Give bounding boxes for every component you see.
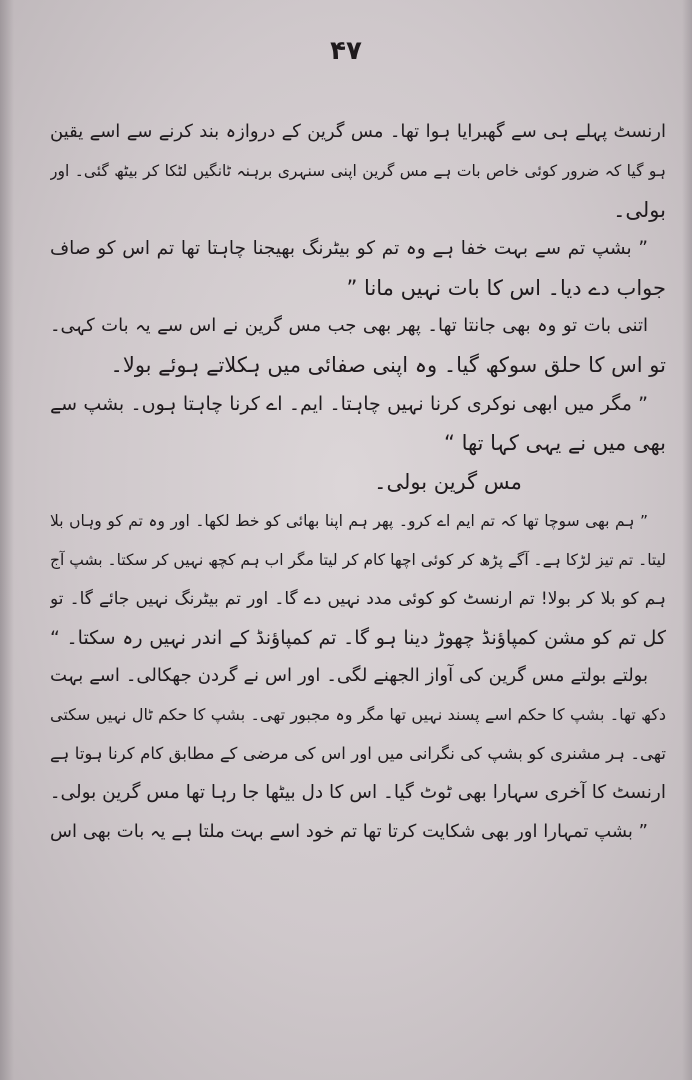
text-line: بولتے بولتے مس گرین کی آواز الجھنے لگی۔ اور اس نے گردن جھکالی۔ اسے بہت [50, 665, 648, 687]
text-line: ارنسٹ پہلے ہی سے گھبرایا ہوا تھا۔ مس گرین کے دروازہ بند کرنے سے اسے یقین [50, 121, 666, 142]
text-line: جواب دے دیا۔ اس کا بات نہیں مانا ” [346, 275, 666, 300]
text-line: دکھ تھا۔ بشپ کا حکم اسے پسند نہیں تھا مگر وہ مجبور تھی۔ بشپ کا حکم ٹال نہیں سکتی [50, 705, 666, 725]
body-text [50, 113, 666, 852]
text-line: اتنی بات تو وہ بھی جانتا تھا۔ پھر بھی جب مس گرین نے اس سے یہ بات کہی۔ [50, 315, 648, 337]
text-line: ” بشپ تم سے بہت خفا ہے وہ تم کو بیٹرنگ بھیجنا چاہتا تھا تم اس کو صاف [50, 237, 648, 259]
text-line: بھی میں نے یہی کہا تھا “ [444, 431, 666, 456]
text-line: کل تم کو مشن کمپاؤنڈ چھوڑ دینا ہو گا۔ تم کمپاؤنڈ کے اندر نہیں رہ سکتا۔ “ [50, 626, 666, 649]
text-line: ہم کو بلا کر بولا! تم ارنسٹ کو کوئی مدد نہیں دے گا۔ اور تم بیٹرنگ نہیں جائے گا۔ تو [50, 588, 666, 609]
text-line: ہو گیا کہ ضرور کوئی خاص بات ہے مس گرین اپنی سنہری برہنہ ٹانگیں لٹکا کر بیٹھ گئی۔ اور [50, 161, 666, 180]
text-line: بولی۔ [613, 197, 666, 222]
text-line: ” مگر میں ابھی نوکری کرنا نہیں چاہتا۔ ایم۔ اے کرنا چاہتا ہوں۔ بشپ سے [50, 393, 648, 416]
text-line: لیتا۔ تم تیز لڑکا ہے۔ آگے پڑھ کر کوئی اچھا کام کر لیتا مگر اب ہم کچھ نہیں کر سکتا۔ بشپ آج [50, 550, 666, 569]
page-number: ۴۷ [330, 36, 362, 66]
text-line: تھی۔ ہر مشنری کو بشپ کی نگرانی میں اور اس کی مرضی کے مطابق کام کرنا ہوتا ہے [50, 744, 666, 764]
text-line: ” ہم بھی سوچا تھا کہ تم ایم اے کرو۔ پھر ہم اپنا بھائی کو خط لکھا۔ اور وہ تم کو وہاں بلا [50, 511, 648, 530]
text-line: ارنسٹ کا آخری سہارا بھی ٹوٹ گیا۔ اس کا دل بیٹھا جا رہا تھا مس گرین بولی۔ [50, 782, 666, 804]
page-edge-shadow-left [0, 0, 14, 1080]
text-line: تو اس کا حلق سوکھ گیا۔ وہ اپنی صفائی میں ہکلاتے ہوئے بولا۔ [110, 353, 666, 378]
text-line: ” بشپ تمہارا اور بھی شکایت کرتا تھا تم خود اسے بہت ملتا ہے یہ بات بھی اس [50, 821, 648, 843]
text-line: مس گرین بولی۔ [374, 470, 522, 495]
page-edge-shadow-right [682, 0, 692, 1080]
